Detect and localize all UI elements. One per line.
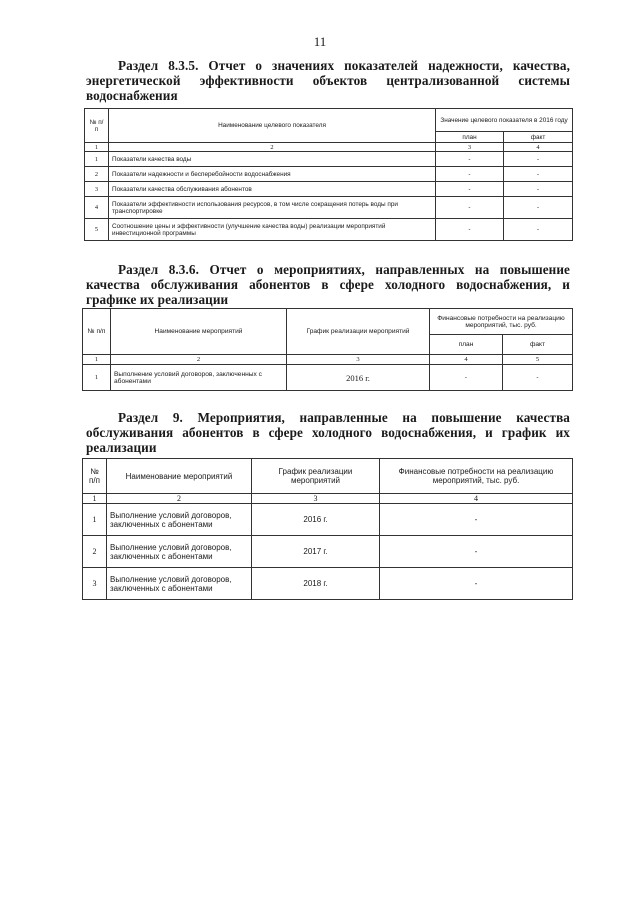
row-plan-value: - [436, 219, 504, 241]
service-measures-report-table [82, 308, 573, 391]
row-schedule: 2016 г. [287, 365, 430, 391]
row-plan-value: - [436, 152, 504, 167]
row-measure-name: Выполнение условий договоров, заключенных с абонентами [107, 536, 252, 568]
header-schedule: График реализации мероприятий [287, 309, 430, 355]
row-fact-value: - [503, 365, 573, 391]
row-measure-name: Выполнение условий договоров, заключенных с абонентами [107, 504, 252, 536]
index-cell: 2 [109, 143, 436, 152]
row-indicator-name: Соотношение цены и эффективности (улучшение качества воды) реализации мероприятий инвестиционной программы [109, 219, 436, 241]
row-measure-name: Выполнение условий договоров, заключенных с абонентами [111, 365, 287, 391]
index-cell: 5 [503, 355, 573, 365]
index-cell: 4 [430, 355, 503, 365]
reliability-indicators-table [84, 108, 573, 241]
row-num: 2 [83, 536, 107, 568]
row-indicator-name: Показатели качества воды [109, 152, 436, 167]
index-cell: 3 [436, 143, 504, 152]
index-cell: 2 [111, 355, 287, 365]
row-indicator-name: Показатели качества обслуживания абонентов [109, 182, 436, 197]
row-indicator-name: Показатели надежности и бесперебойности водоснабжения [109, 167, 436, 182]
section-9-title: Раздел 9. Мероприятия, направленные на повышение качества обслуживания абонентов в сфере холодного водоснабжения, и график их реализации [86, 410, 570, 455]
header-measure-name: Наименование мероприятий [107, 459, 252, 494]
row-plan-value: - [436, 167, 504, 182]
header-fact: факт [503, 335, 573, 355]
row-plan-value: - [430, 365, 503, 391]
table-row [83, 365, 573, 391]
row-num: 1 [83, 504, 107, 536]
table-row [83, 504, 573, 536]
index-cell: 2 [107, 494, 252, 504]
header-fact: факт [504, 132, 573, 143]
row-fact-value: - [504, 152, 573, 167]
row-fact-value: - [504, 167, 573, 182]
header-num: № п/п [83, 309, 111, 355]
section-8-3-6-title: Раздел 8.3.6. Отчет о мероприятиях, направленных на повышение качества обслуживания абонентов в сфере холодного водоснабжения, и графике их реализации [86, 262, 570, 307]
index-cell: 1 [83, 494, 107, 504]
table-row [85, 167, 573, 182]
index-cell: 1 [85, 143, 109, 152]
row-fact-value: - [504, 182, 573, 197]
table-row [85, 152, 573, 167]
header-indicator-name: Наименование целевого показателя [109, 109, 436, 143]
service-measures-schedule-table [82, 458, 573, 600]
row-plan-value: - [436, 182, 504, 197]
header-plan: план [430, 335, 503, 355]
row-num: 1 [85, 152, 109, 167]
index-cell: 3 [287, 355, 430, 365]
index-cell: 4 [380, 494, 573, 504]
table-row [85, 197, 573, 219]
index-cell: 3 [252, 494, 380, 504]
row-fact-value: - [504, 219, 573, 241]
row-plan-value: - [436, 197, 504, 219]
row-indicator-name: Показатели эффективности использования ресурсов, в том числе сокращения потерь воды при транспортировке [109, 197, 436, 219]
header-num: № п/п [83, 459, 107, 494]
row-num: 4 [85, 197, 109, 219]
table-row [83, 536, 573, 568]
row-fact-value: - [504, 197, 573, 219]
row-measure-name: Выполнение условий договоров, заключенных с абонентами [107, 568, 252, 600]
header-schedule: График реализации мероприятий [252, 459, 380, 494]
header-plan: план [436, 132, 504, 143]
row-finance-value: - [380, 504, 573, 536]
page-number: 11 [313, 34, 327, 49]
section-8-3-5-title: Раздел 8.3.5. Отчет о значениях показателей надежности, качества, энергетической эффективности объектов централизованной системы водоснабжения [86, 58, 570, 103]
index-cell: 4 [504, 143, 573, 152]
index-cell: 1 [83, 355, 111, 365]
row-finance-value: - [380, 536, 573, 568]
row-num: 5 [85, 219, 109, 241]
row-schedule: 2017 г. [252, 536, 380, 568]
header-finance: Финансовые потребности на реализацию мероприятий, тыс. руб. [430, 309, 573, 335]
table-row [83, 568, 573, 600]
header-measure-name: Наименование мероприятий [111, 309, 287, 355]
header-indicator-value: Значение целевого показателя в 2016 году [436, 109, 573, 132]
row-schedule: 2016 г. [252, 504, 380, 536]
header-num: № п/п [85, 109, 109, 143]
row-num: 1 [83, 365, 111, 391]
row-schedule: 2018 г. [252, 568, 380, 600]
header-finance: Финансовые потребности на реализацию мероприятий, тыс. руб. [380, 459, 573, 494]
table-row [85, 182, 573, 197]
table-row [85, 219, 573, 241]
row-num: 3 [85, 182, 109, 197]
row-num: 2 [85, 167, 109, 182]
row-finance-value: - [380, 568, 573, 600]
row-num: 3 [83, 568, 107, 600]
